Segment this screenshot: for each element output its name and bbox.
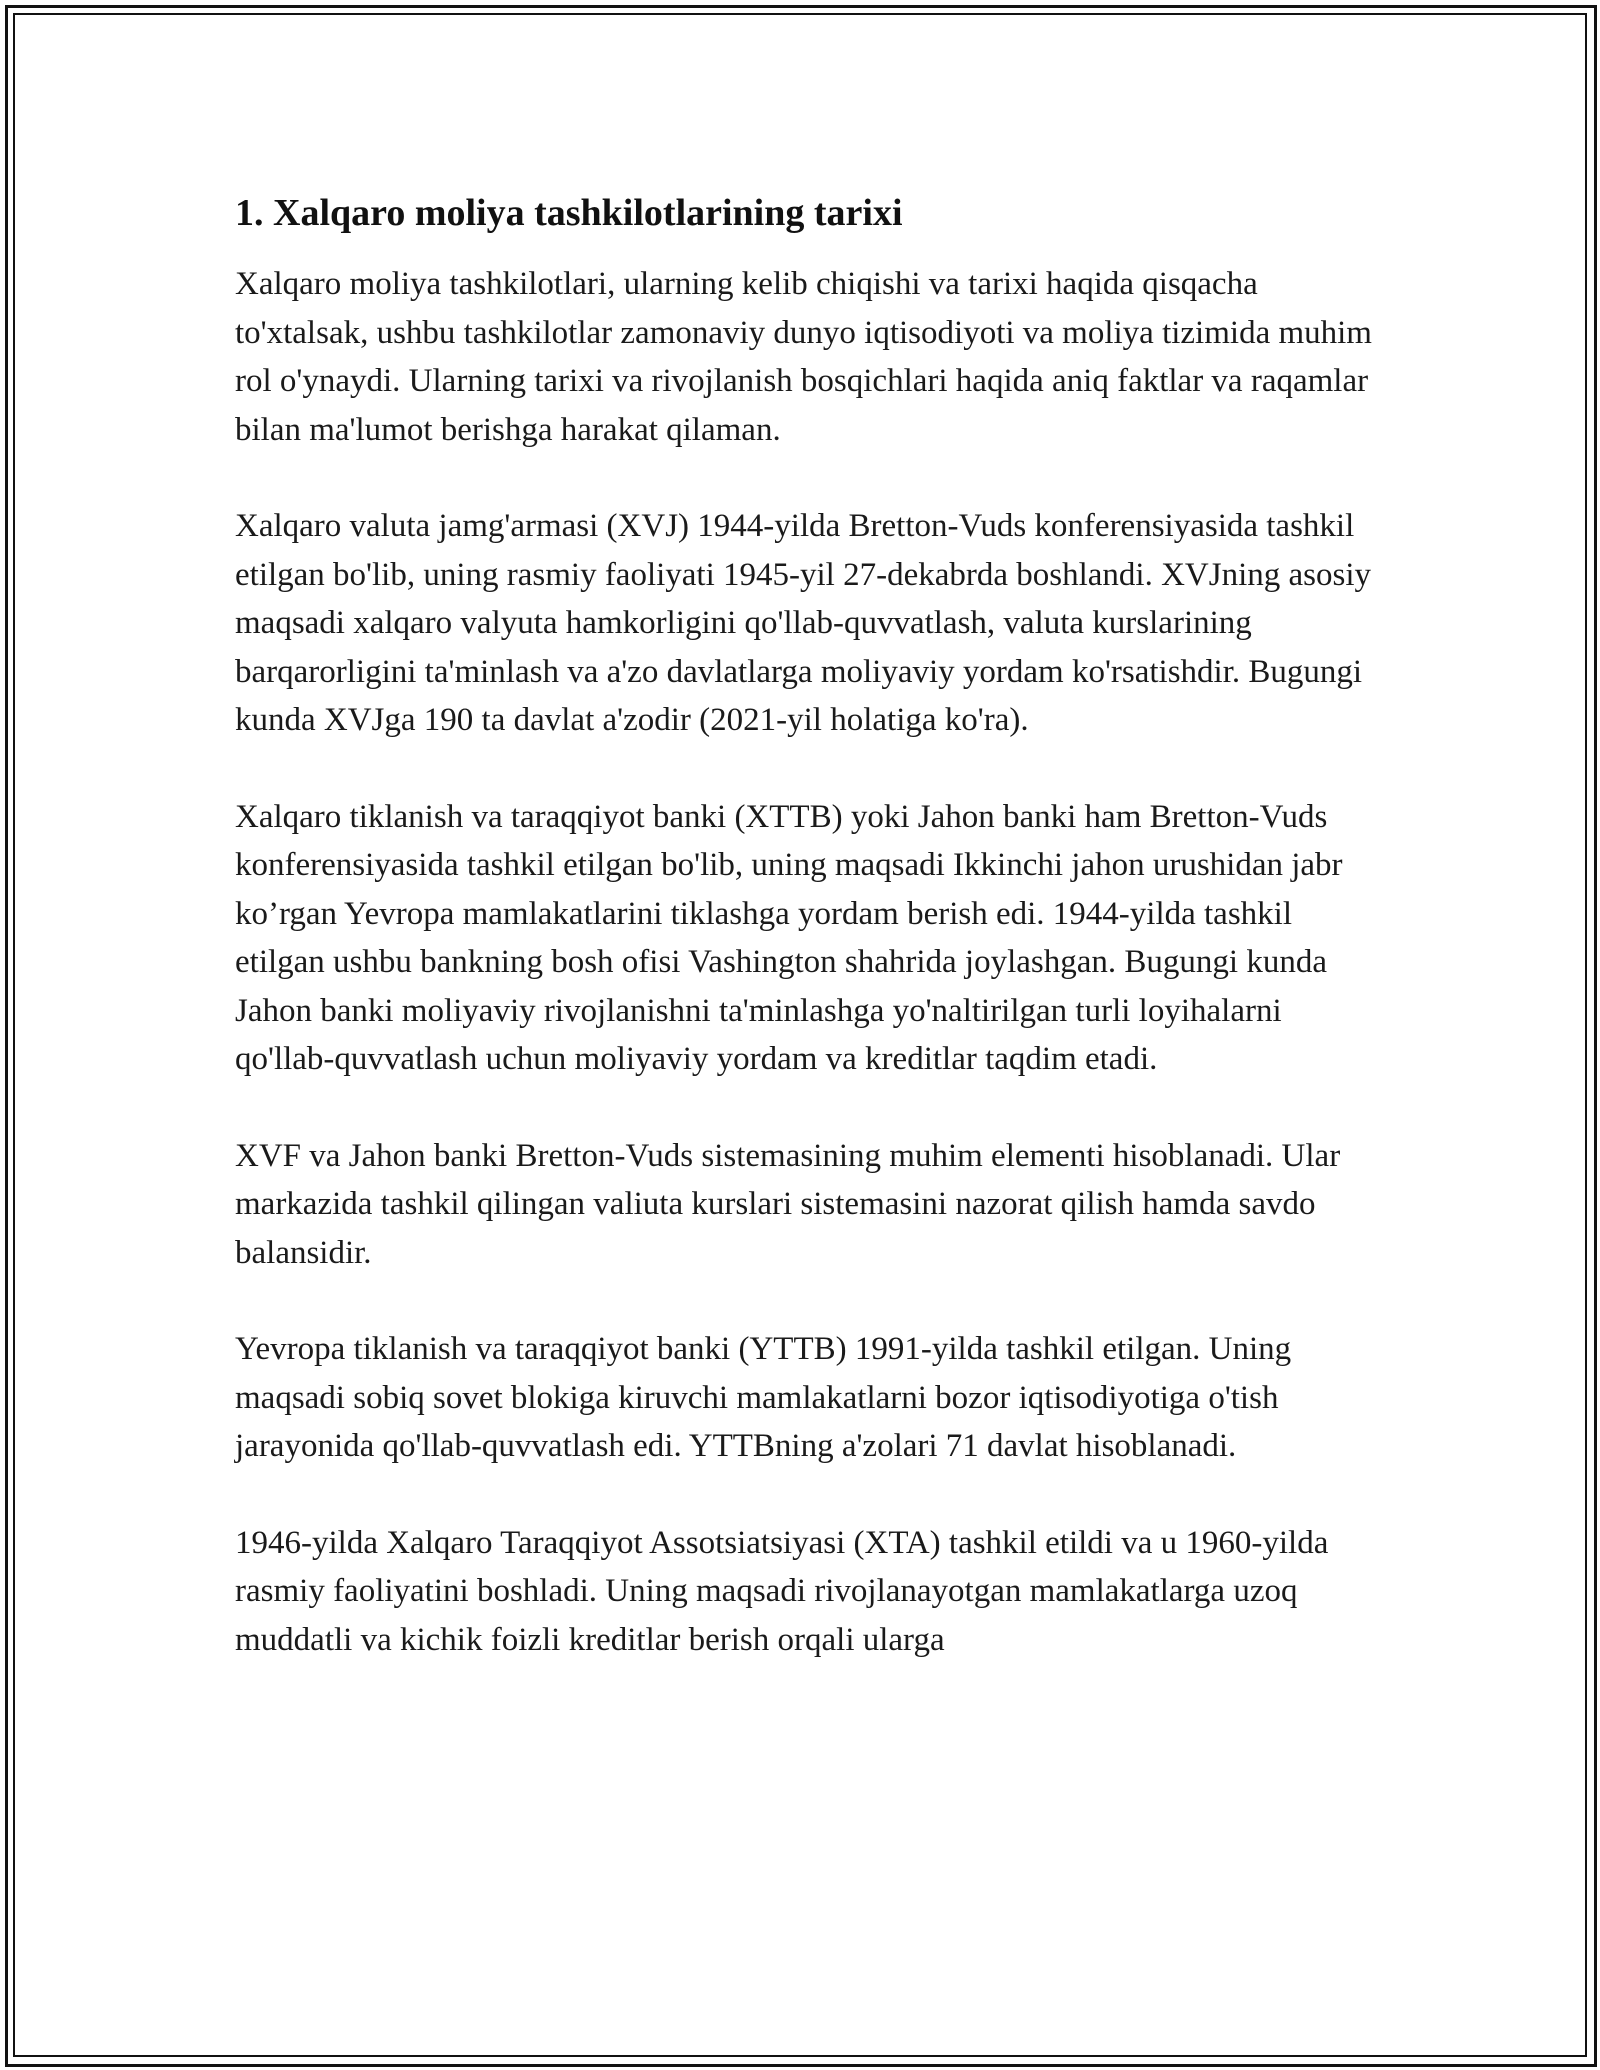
paragraph-intro: Xalqaro moliya tashkilotlari, ularning kelib chiqishi va tarixi haqida qisqacha to'xtalsak, ushbu tashkilotlar zamonaviy dunyo iqtisodiyoti va moliya tizimida muhim rol o'ynaydi. Ularning tarixi va rivojlanish bosqichlari haqida aniq faktlar va raqamlar bilan ma'lumot berishga harakat qilaman.: [235, 266, 1372, 448]
document-body: [235, 188, 1375, 1712]
paragraph-ida: 1946-yilda Xalqaro Taraqqiyot Assotsiatsiyasi (XTA) tashkil etildi va u 1960-yilda rasmiy faoliyatini boshladi. Uning maqsadi rivojlanayotgan mamlakatlarga uzoq muddatli va kichik foizli kreditlar berish orqali ularga: [235, 1524, 1329, 1658]
paragraph-bretton-woods: XVF va Jahon banki Bretton-Vuds sistemasining muhim elementi hisoblanadi. Ular markazida tashkil qilingan valiuta kurslari sistemasini nazorat qilish hamda savdo balansidir.: [235, 1137, 1341, 1271]
section-heading: 1. Xalqaro moliya tashkilotlarining tarixi: [235, 192, 903, 234]
paragraph-world-bank: Xalqaro tiklanish va taraqqiyot banki (XTTB) yoki Jahon banki ham Bretton-Vuds konferensiyasida tashkil etilgan bo'lib, uning maqsadi Ikkinchi jahon urushidan jabr ko’rgan Yevropa mamlakatlarini tiklashga yordam berish edi. 1944-yilda tashkil etilgan ushbu bankning bosh ofisi Vashington shahrida joylashgan. Bugungi kunda Jahon banki moliyaviy rivojlanishni ta'minlashga yo'naltirilgan turli loyihalarni qo'llab-quvvatlash uchun moliyaviy yordam va kreditlar taqdim etadi.: [235, 798, 1343, 1077]
paragraph-ebrd: Yevropa tiklanish va taraqqiyot banki (YTTB) 1991-yilda tashkil etilgan. Uning maqsadi sobiq sovet blokiga kiruvchi mamlakatlarni bozor iqtisodiyotiga o'tish jarayonida qo'llab-quvvatlash edi. YTTBning a'zolari 71 davlat hisoblanadi.: [235, 1331, 1292, 1464]
paragraph-imf: Xalqaro valuta jamg'armasi (XVJ) 1944-yilda Bretton-Vuds konferensiyasida tashkil etilgan bo'lib, uning rasmiy faoliyati 1945-yil 27-dekabrda boshlandi. XVJning asosiy maqsadi xalqaro valyuta hamkorligini qo'llab-quvvatlash, valuta kurslarining barqarorligini ta'minlash va a'zo davlatlarga moliyaviy yordam ko'rsatishdir. Bugungi kunda XVJga 190 ta davlat a'zodir (2021-yil holatiga ko'ra).: [235, 508, 1372, 738]
